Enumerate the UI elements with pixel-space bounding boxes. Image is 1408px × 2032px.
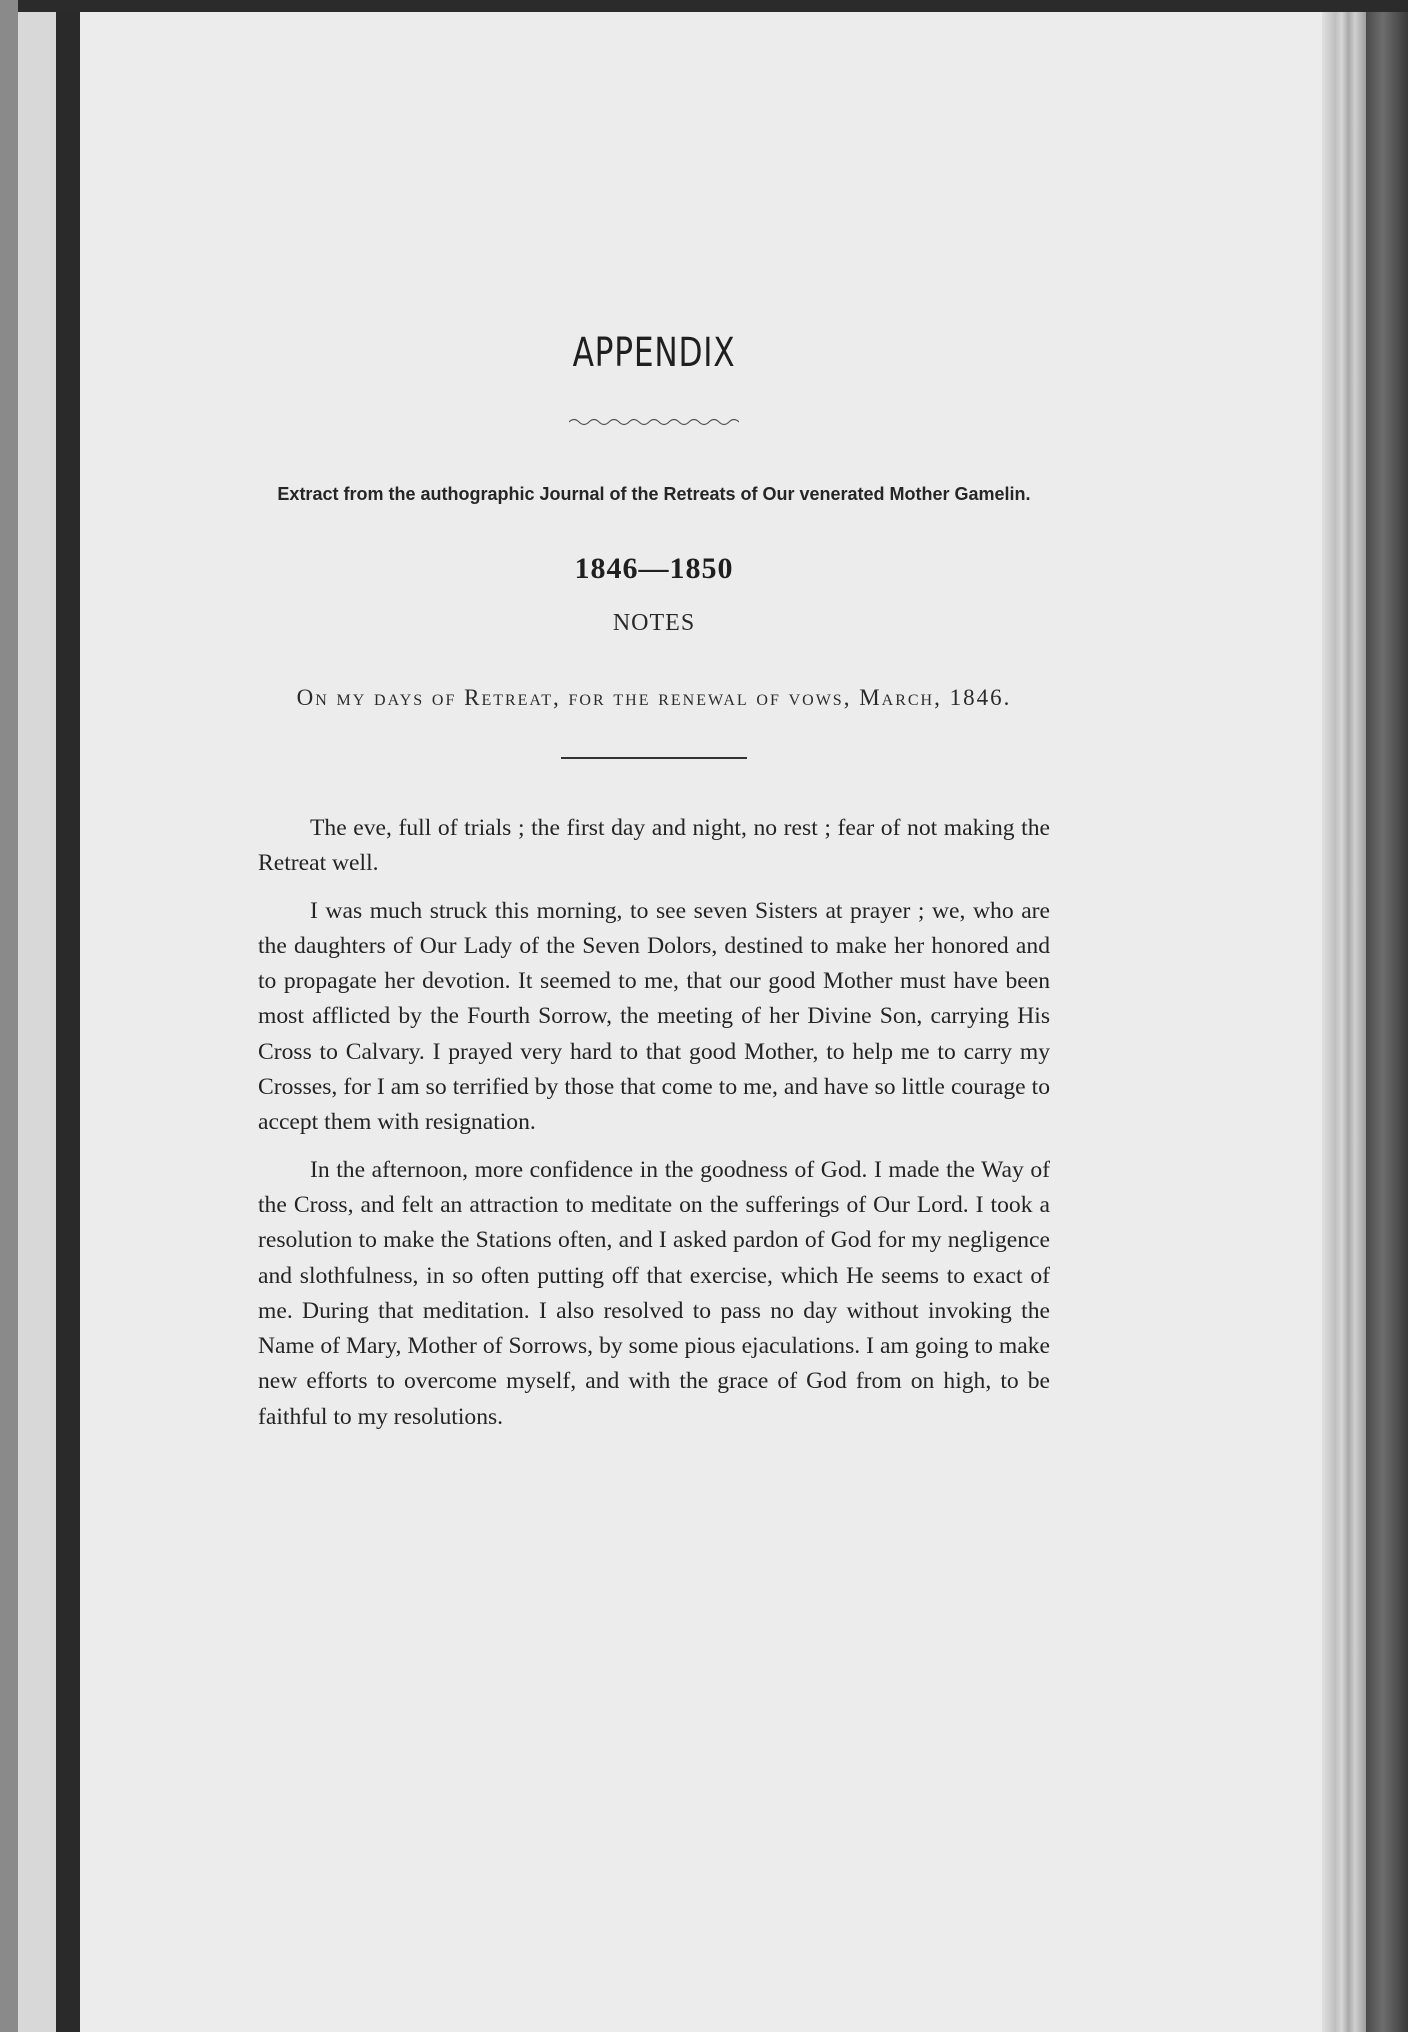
year-range: 1846—1850 [574,552,734,585]
scan-left-border [0,0,18,2032]
scan-top-border [0,0,1408,12]
paragraph-3: In the afternoon, more confidence in the goodness of God. I made the Way of the Cross, and felt an attraction to meditate on the sufferings of Our Lord. I took a resolution to make the Stations often, and I asked pardon of God for my negligence and slothfulness, in so often putting off that exercise, which He seems to exact of me. During that meditation. I also resolved to pass no day without invoking the Name of Mary, Mother of Sorrows, by some pious ejaculations. I am going to make new efforts to overcome myself, and with the grace of God from on high, to be faithful to my resolutions. [258,1156,1050,1430]
page-title: APPENDIX [572,330,736,376]
book-cover-edge [1366,12,1408,2032]
book-spine [56,12,80,2032]
page-content [258,330,1050,1435]
horizontal-rule [561,757,747,759]
subtitle: Extract from the authographic Journal of the Retreats of Our venerated Mother Gamelin. [277,484,1031,504]
notes-heading: NOTES [612,610,696,636]
page-edges [1322,12,1366,2032]
ornament-divider [569,416,739,426]
retreat-heading: On my days of Retreat, for the renewal of vows, March, 1846. [296,685,1012,710]
paragraph-1: The eve, full of trials ; the first day and night, no rest ; fear of not making the Retreat well. [258,815,1050,877]
paragraph-2: I was much struck this morning, to see seven Sisters at prayer ; we, who are the daughters of Our Lady of the Seven Dolors, destined to make her honored and to propagate her devotion. It seemed to me, that our good Mother must have been most afflicted by the Fourth Sorrow, the meeting of her Divine Son, carrying His Cross to Calvary. I prayed very hard to that good Mother, to help me to carry my Crosses, for I am so terrified by those that come to me, and have so little courage to accept them with resignation. [258,897,1050,1136]
